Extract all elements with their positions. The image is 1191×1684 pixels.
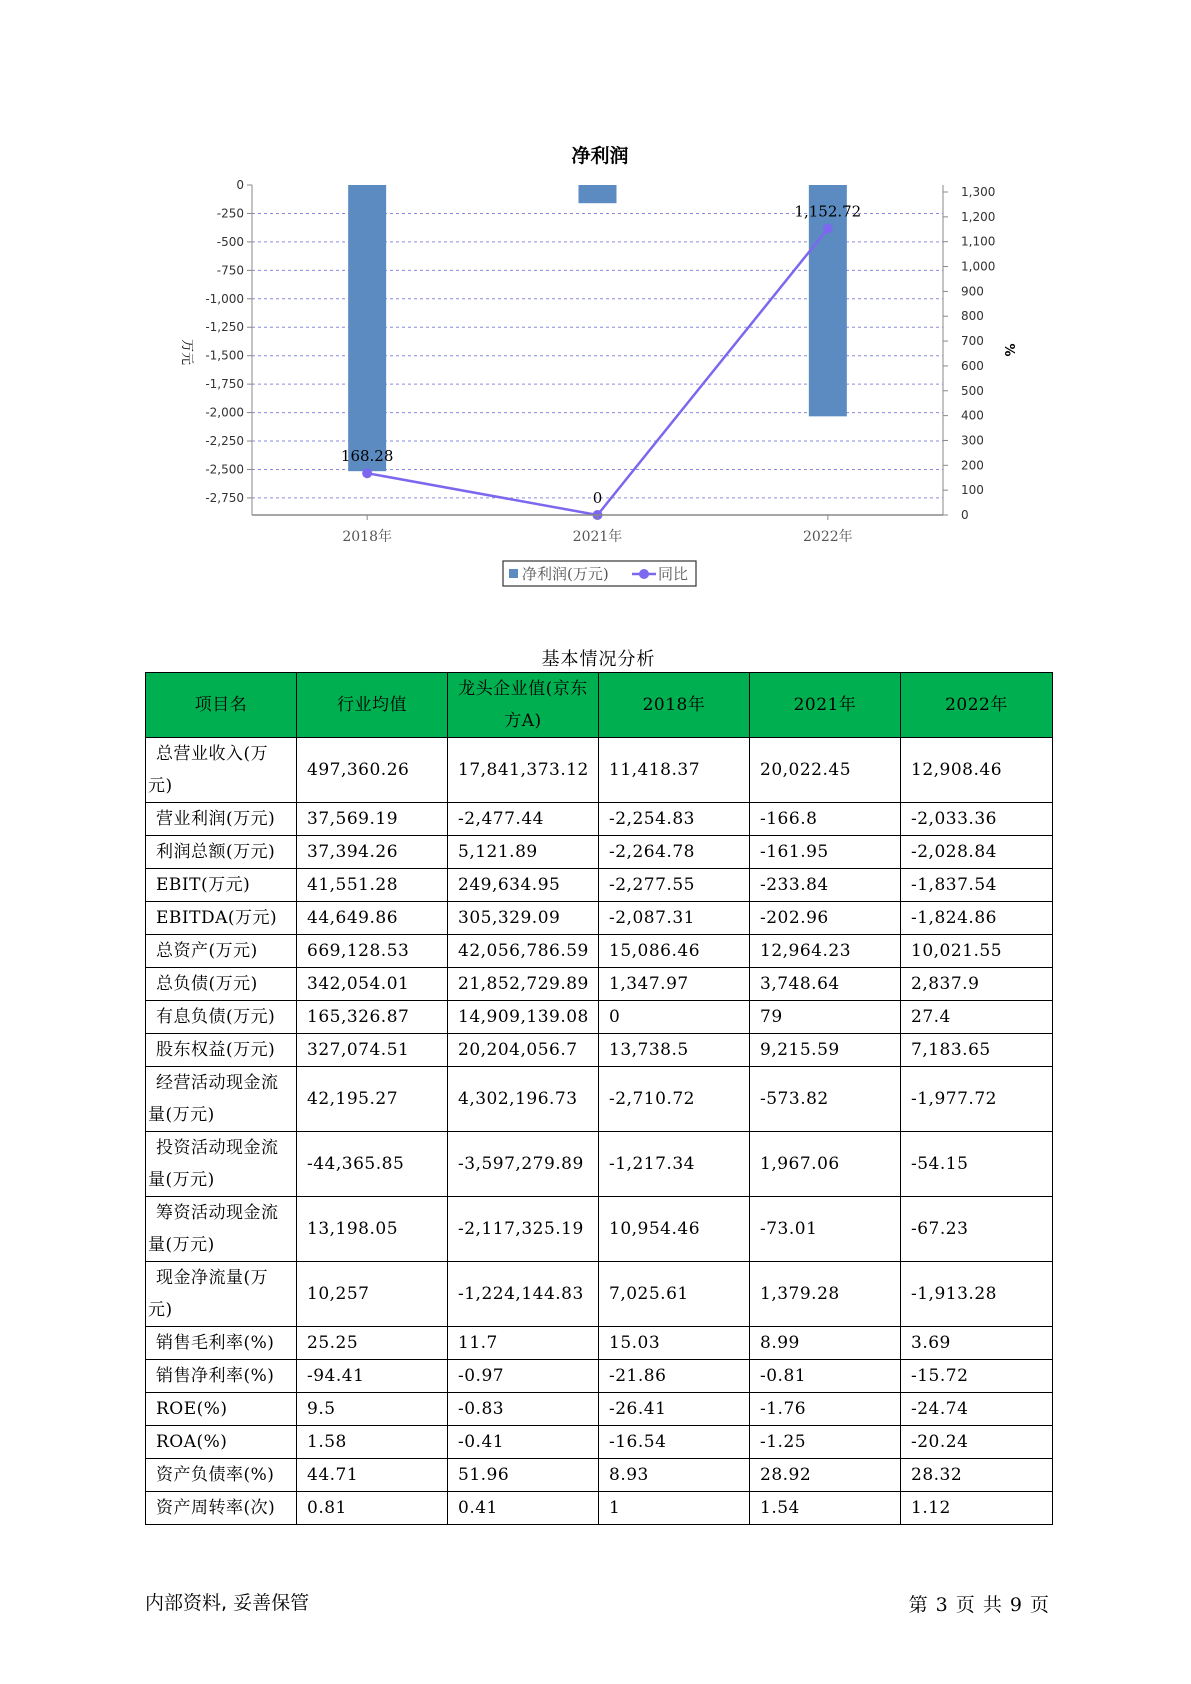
bar-0	[348, 185, 386, 471]
y-tick-label: -2,000	[205, 405, 244, 420]
value-cell: -1,837.54	[901, 869, 1053, 902]
footer-page-number: 第 3 页 共 9 页	[908, 1594, 1050, 1616]
value-cell: 41,551.28	[297, 869, 448, 902]
value-cell: 1.12	[901, 1492, 1053, 1525]
value-cell: -2,710.72	[599, 1067, 750, 1132]
y2-tick-label: 100	[961, 483, 984, 498]
value-cell: 249,634.95	[448, 869, 599, 902]
y-tick-label: 0	[236, 178, 244, 192]
value-cell: -233.84	[750, 869, 901, 902]
value-cell: -2,264.78	[599, 836, 750, 869]
bar-1	[579, 185, 617, 203]
row-name-cell: 销售毛利率(%)	[146, 1327, 297, 1360]
value-cell: -67.23	[901, 1197, 1053, 1262]
value-cell: 669,128.53	[297, 935, 448, 968]
table-caption: 基本情况分析	[541, 649, 656, 670]
value-cell: 20,022.45	[750, 738, 901, 803]
header-cell: 2018年	[599, 673, 750, 738]
value-cell: 28.32	[901, 1459, 1053, 1492]
value-cell: 305,329.09	[448, 902, 599, 935]
yoy-line	[367, 229, 828, 515]
value-cell: -16.54	[599, 1426, 750, 1459]
value-cell: 4,302,196.73	[448, 1067, 599, 1132]
value-cell: 37,394.26	[297, 836, 448, 869]
value-cell: 11,418.37	[599, 738, 750, 803]
y2-tick-label: 300	[961, 433, 984, 448]
row-name-cell: 总资产(万元)	[146, 935, 297, 968]
y-tick-label: -2,250	[205, 434, 244, 449]
table-row	[146, 836, 1053, 869]
value-cell: 1.58	[297, 1426, 448, 1459]
footer-confidential: 内部资料, 妥善保管	[145, 1592, 310, 1614]
table-row	[146, 1492, 1053, 1525]
x-tick-label: 2021年	[572, 529, 623, 545]
value-cell: -94.41	[297, 1360, 448, 1393]
table-row	[146, 738, 1053, 803]
value-cell: -202.96	[750, 902, 901, 935]
value-cell: 5,121.89	[448, 836, 599, 869]
value-cell: 42,195.27	[297, 1067, 448, 1132]
value-cell: -573.82	[750, 1067, 901, 1132]
y-tick-label: -1,000	[205, 291, 244, 306]
value-cell: 9,215.59	[750, 1034, 901, 1067]
value-cell: -21.86	[599, 1360, 750, 1393]
value-cell: -26.41	[599, 1393, 750, 1426]
y2-tick-label: 200	[961, 458, 984, 473]
value-cell: 2,837.9	[901, 968, 1053, 1001]
y-axis-label: 万元	[179, 338, 194, 366]
row-name-cell: ROA(%)	[146, 1426, 297, 1459]
value-cell: 44.71	[297, 1459, 448, 1492]
header-cell: 项目名	[146, 673, 297, 738]
row-name-cell: 现金净流量(万元)	[146, 1262, 297, 1327]
row-name-cell: 利润总额(万元)	[146, 836, 297, 869]
row-name-cell: EBIT(万元)	[146, 869, 297, 902]
value-cell: -44,365.85	[297, 1132, 448, 1197]
row-name-cell: ROE(%)	[146, 1393, 297, 1426]
value-cell: -2,277.55	[599, 869, 750, 902]
row-name-cell: 资产负债率(%)	[146, 1459, 297, 1492]
header-cell: 2022年	[901, 673, 1053, 738]
y2-tick-label: 400	[961, 408, 984, 423]
value-cell: -1,977.72	[901, 1067, 1053, 1132]
table-row	[146, 1001, 1053, 1034]
value-cell: -1,224,144.83	[448, 1262, 599, 1327]
chart-legend	[503, 561, 696, 586]
value-cell: 3.69	[901, 1327, 1053, 1360]
value-cell: 15,086.46	[599, 935, 750, 968]
value-cell: 8.93	[599, 1459, 750, 1492]
table-row	[146, 1459, 1053, 1492]
value-cell: -166.8	[750, 803, 901, 836]
y2-tick-label: 700	[961, 334, 984, 349]
value-cell: -20.24	[901, 1426, 1053, 1459]
value-cell: 497,360.26	[297, 738, 448, 803]
chart-title: 净利润	[571, 145, 629, 167]
table-row	[146, 968, 1053, 1001]
analysis-table	[145, 672, 1053, 1525]
y2-tick-label: 1,000	[961, 259, 996, 274]
value-cell: -2,028.84	[901, 836, 1053, 869]
yoy-data-label: 1,152.72	[794, 202, 862, 221]
y-tick-label: -1,750	[205, 377, 244, 392]
value-cell: 0.81	[297, 1492, 448, 1525]
table-row	[146, 1426, 1053, 1459]
value-cell: -0.41	[448, 1426, 599, 1459]
value-cell: -2,254.83	[599, 803, 750, 836]
value-cell: -0.83	[448, 1393, 599, 1426]
value-cell: 10,954.46	[599, 1197, 750, 1262]
row-name-cell: 总营业收入(万元)	[146, 738, 297, 803]
value-cell: 17,841,373.12	[448, 738, 599, 803]
yoy-point	[823, 224, 833, 234]
value-cell: -2,477.44	[448, 803, 599, 836]
value-cell: 25.25	[297, 1327, 448, 1360]
header-cell: 行业均值	[297, 673, 448, 738]
value-cell: -3,597,279.89	[448, 1132, 599, 1197]
value-cell: 165,326.87	[297, 1001, 448, 1034]
value-cell: -0.81	[750, 1360, 901, 1393]
value-cell: 1,967.06	[750, 1132, 901, 1197]
value-cell: 14,909,139.08	[448, 1001, 599, 1034]
legend-line-label: 同比	[658, 565, 689, 583]
value-cell: 0	[599, 1001, 750, 1034]
table-row	[146, 803, 1053, 836]
value-cell: 11.7	[448, 1327, 599, 1360]
y-tick-label: -1,250	[205, 320, 244, 335]
yoy-point	[362, 468, 372, 478]
legend-bar-label: 净利润(万元)	[522, 565, 609, 583]
table-row	[146, 1197, 1053, 1262]
value-cell: 0.41	[448, 1492, 599, 1525]
value-cell: 7,025.61	[599, 1262, 750, 1327]
legend-bar-swatch	[509, 569, 518, 578]
value-cell: -2,117,325.19	[448, 1197, 599, 1262]
y-tick-label: -2,750	[205, 490, 244, 505]
value-cell: -15.72	[901, 1360, 1053, 1393]
y2-tick-label: 1,300	[961, 185, 996, 199]
value-cell: -1,824.86	[901, 902, 1053, 935]
value-cell: 342,054.01	[297, 968, 448, 1001]
y-tick-label: -2,500	[205, 462, 244, 477]
y2-tick-label: 0	[961, 508, 969, 522]
y2-axis-label: %	[1001, 343, 1016, 357]
value-cell: -1.76	[750, 1393, 901, 1426]
value-cell: -0.97	[448, 1360, 599, 1393]
value-cell: -1.25	[750, 1426, 901, 1459]
value-cell: 9.5	[297, 1393, 448, 1426]
table-header-row	[146, 673, 1053, 738]
value-cell: 21,852,729.89	[448, 968, 599, 1001]
row-name-cell: 销售净利率(%)	[146, 1360, 297, 1393]
x-tick-label: 2018年	[342, 529, 392, 545]
value-cell: 15.03	[599, 1327, 750, 1360]
value-cell: 28.92	[750, 1459, 901, 1492]
row-name-cell: 资产周转率(次)	[146, 1492, 297, 1525]
row-name-cell: 股东权益(万元)	[146, 1034, 297, 1067]
row-name-cell: 总负债(万元)	[146, 968, 297, 1001]
row-name-cell: 投资活动现金流量(万元)	[146, 1132, 297, 1197]
value-cell: 20,204,056.7	[448, 1034, 599, 1067]
table-row	[146, 1034, 1053, 1067]
row-name-cell: 营业利润(万元)	[146, 803, 297, 836]
table-row	[146, 1067, 1053, 1132]
value-cell: 12,964.23	[750, 935, 901, 968]
value-cell: 44,649.86	[297, 902, 448, 935]
y2-tick-label: 1,100	[961, 234, 996, 249]
value-cell: 13,738.5	[599, 1034, 750, 1067]
table-row	[146, 1132, 1053, 1197]
value-cell: 3,748.64	[750, 968, 901, 1001]
value-cell: 27.4	[901, 1001, 1053, 1034]
value-cell: -2,033.36	[901, 803, 1053, 836]
chart-bars	[348, 185, 847, 471]
value-cell: 10,021.55	[901, 935, 1053, 968]
value-cell: -1,217.34	[599, 1132, 750, 1197]
value-cell: 1,347.97	[599, 968, 750, 1001]
y2-tick-label: 800	[961, 309, 984, 324]
row-name-cell: EBITDA(万元)	[146, 902, 297, 935]
value-cell: -24.74	[901, 1393, 1053, 1426]
value-cell: 51.96	[448, 1459, 599, 1492]
yoy-data-label: 168.28	[340, 447, 394, 466]
value-cell: 1	[599, 1492, 750, 1525]
net-profit-chart	[0, 0, 1191, 600]
chart-line	[341, 203, 861, 520]
value-cell: 42,056,786.59	[448, 935, 599, 968]
value-cell: 8.99	[750, 1327, 901, 1360]
row-name-cell: 筹资活动现金流量(万元)	[146, 1197, 297, 1262]
row-name-cell: 经营活动现金流量(万元)	[146, 1067, 297, 1132]
header-cell: 龙头企业值(京东方A)	[448, 673, 599, 738]
y2-tick-label: 600	[961, 358, 984, 373]
value-cell: -2,087.31	[599, 902, 750, 935]
value-cell: 37,569.19	[297, 803, 448, 836]
row-name-cell: 有息负债(万元)	[146, 1001, 297, 1034]
y2-tick-label: 500	[961, 383, 984, 398]
value-cell: 327,074.51	[297, 1034, 448, 1067]
table-row	[146, 1262, 1053, 1327]
y-tick-label: -500	[216, 234, 244, 249]
value-cell: -54.15	[901, 1132, 1053, 1197]
table-row	[146, 1360, 1053, 1393]
y2-tick-label: 1,200	[961, 209, 996, 224]
value-cell: -1,913.28	[901, 1262, 1053, 1327]
value-cell: -73.01	[750, 1197, 901, 1262]
table-row	[146, 869, 1053, 902]
value-cell: 12,908.46	[901, 738, 1053, 803]
value-cell: 7,183.65	[901, 1034, 1053, 1067]
value-cell: 13,198.05	[297, 1197, 448, 1262]
y-tick-label: -1,500	[205, 348, 244, 363]
x-tick-label: 2022年	[803, 529, 853, 545]
y-tick-label: -250	[216, 206, 244, 221]
yoy-data-label: 0	[592, 489, 603, 507]
table-row	[146, 902, 1053, 935]
value-cell: 10,257	[297, 1262, 448, 1327]
y2-tick-label: 900	[961, 284, 984, 299]
y-tick-label: -750	[216, 263, 244, 278]
value-cell: 1.54	[750, 1492, 901, 1525]
table-row	[146, 935, 1053, 968]
legend-line-marker	[639, 569, 649, 579]
value-cell: 79	[750, 1001, 901, 1034]
value-cell: 1,379.28	[750, 1262, 901, 1327]
table-row	[146, 1327, 1053, 1360]
header-cell: 2021年	[750, 673, 901, 738]
table-row	[146, 1393, 1053, 1426]
value-cell: -161.95	[750, 836, 901, 869]
